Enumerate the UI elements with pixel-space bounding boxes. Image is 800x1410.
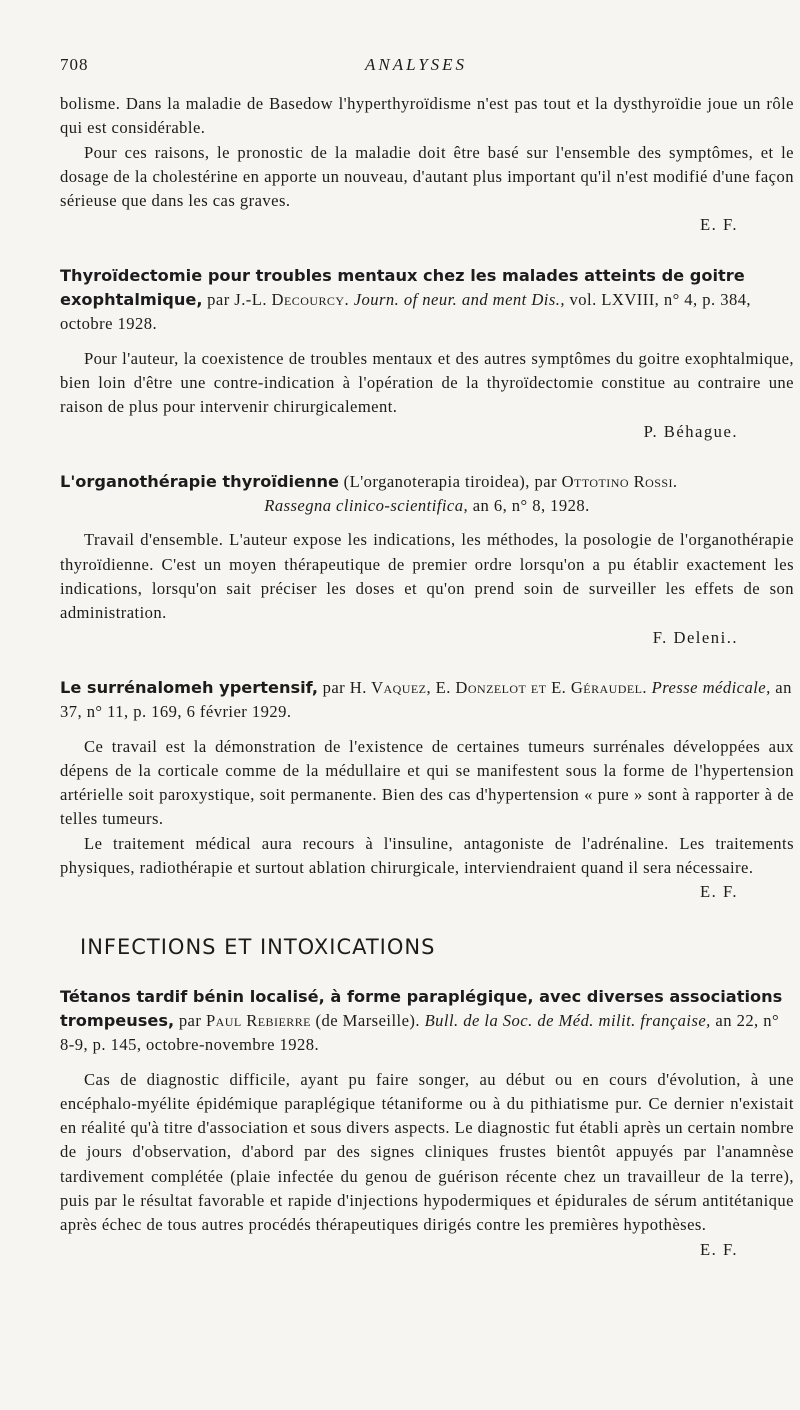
article4-journal: Bull. de la Soc. de Méd. milit. française, <box>424 1010 711 1030</box>
article4-signature: E. F. <box>700 1239 738 1259</box>
article3-paragraph-2: Le traitement médical aura recours à l'insuline, antagoniste de l'adrénaline. Les traitements physiques, radiothérapie et surtout ablation chirurgicale, interviendraient quand il sera nécessaire. <box>60 833 794 878</box>
article1-reference <box>60 264 794 337</box>
article-tetanos <box>60 985 794 1262</box>
article4-citation: an 22, n° 8-9, p. 145, octobre-novembre 1928. <box>60 1010 780 1055</box>
article3-paragraph-1: Ce travail est la démonstration de l'existence de certaines tumeurs surrénales développées aux dépens de la corticale comme de la médullaire et qui se manifestent sous la forme de l'hypertension artérielle soit paroxystique, soit permanente. Bien des cas d'hypertension « pure » sont à rapporter à de telles tumeurs. <box>60 736 794 829</box>
article4-affiliation: (de Marseille). <box>315 1010 420 1030</box>
article2-author: Ottotino Rossi. <box>561 471 678 491</box>
article2-subtitle: (L'organoterapia tiroidea), par <box>343 471 558 491</box>
page-body <box>60 92 794 1262</box>
article4-author: Paul Rebierre <box>205 1010 311 1030</box>
article-surrenalome <box>60 676 794 905</box>
article2-signature: F. Deleni.. <box>652 627 738 647</box>
article3-authors: H. Vaquez, E. Donzelot et E. Géraudel. <box>349 677 648 697</box>
article1-citation: vol. LXVIII, n° 4, p. 384, octobre 1928. <box>60 290 752 334</box>
article1-author: J.-L. Decourcy. <box>234 290 350 310</box>
article2-source <box>60 494 794 518</box>
article1-signature: P. Béhague. <box>643 421 738 441</box>
page-number: 708 <box>60 55 89 74</box>
article3-reference <box>60 676 794 725</box>
article2-citation: an 6, n° 8, 1928. <box>472 496 590 516</box>
article3-signature: E. F. <box>700 882 738 902</box>
intro-signature: E. F. <box>700 215 738 235</box>
page-header <box>60 55 772 85</box>
intro-paragraph-2: Pour ces raisons, le pronostic de la maladie doit être basé sur l'ensemble des symptômes, et le dosage de la cholestérine en apporte un nouveau, d'autant plus important qu'il n'est modifié d'une façon sérieuse que dans les cas graves. <box>60 142 794 211</box>
article4-title: Tétanos tardif bénin localisé, à forme paraplégique, avec diverses associations trompeuses, <box>60 986 783 1030</box>
article4-by: par <box>178 1010 202 1030</box>
article1-title: Thyroïdectomie pour troubles mentaux chez les malades atteints de goitre exophtalmique, <box>60 265 745 310</box>
article2-title: L'organothérapie thyroïdienne <box>60 471 340 491</box>
intro-abstract <box>60 92 794 238</box>
section-heading: INFECTIONS ET INTOXICATIONS <box>80 934 436 959</box>
article2-journal: Rassegna clinico-scientifica, <box>264 496 469 516</box>
intro-paragraph-1: bolisme. Dans la maladie de Basedow l'hyperthyroïdisme n'est pas tout et la dysthyroïdie joue un rôle qui est considérable. <box>60 94 794 138</box>
article3-journal: Presse médicale, <box>651 677 771 697</box>
article1-journal: Journ. of neur. and ment Dis., <box>353 290 565 310</box>
running-title: ANALYSES <box>364 55 468 74</box>
article1-text: Pour l'auteur, la coexistence de troubles mentaux et des autres symptômes du goitre exophtalmique, bien loin d'être une contre-indication à l'opération de la thyroïdectomie constitue au contraire une raison de plus pour intervenir chirurgicalement. <box>60 348 794 417</box>
article4-text: Cas de diagnostic difficile, ayant pu faire songer, au début ou en cours d'évolution, à une encéphalo-myélite épidémique paraplégique tétaniforme ou à du pithiatisme pur. Ce dernier n'existait en réalité qu'à titre d'association et sous divers aspects. Le diagnostic fut établi après un certain nombre de jours d'observation, d'abord par des signes cliniques frustes bientôt appuyés par l'anamnèse tardivement complétée (plaie infectée du genou de guérison récente chez un travailleur de la terre), puis par le résultat favorable et rapide d'injections hypodermiques et épidurales de sérum antitétanique après échec de tous autres procédés thérapeutiques dirigés contre les premières hypothèses. <box>60 1069 794 1235</box>
article2-reference <box>60 470 794 519</box>
article1-by: par <box>207 290 230 310</box>
article3-by: par <box>322 677 346 697</box>
article3-title: Le surrénalomeh ypertensif, <box>60 677 318 697</box>
article2-text: Travail d'ensemble. L'auteur expose les indications, les méthodes, la posologie de l'organothérapie thyroïdienne. C'est un moyen thérapeutique de premier ordre lorsqu'on a pu établir exactement les indications, lorsqu'on sait préciser les doses et qu'on prend soin de surveiller les effets de son administration. <box>60 530 794 623</box>
article-thyroidectomie <box>60 264 794 444</box>
article3-citation: an 37, n° 11, p. 169, 6 février 1929. <box>60 677 792 722</box>
article-organotherapie <box>60 470 794 650</box>
article4-reference <box>60 985 794 1058</box>
